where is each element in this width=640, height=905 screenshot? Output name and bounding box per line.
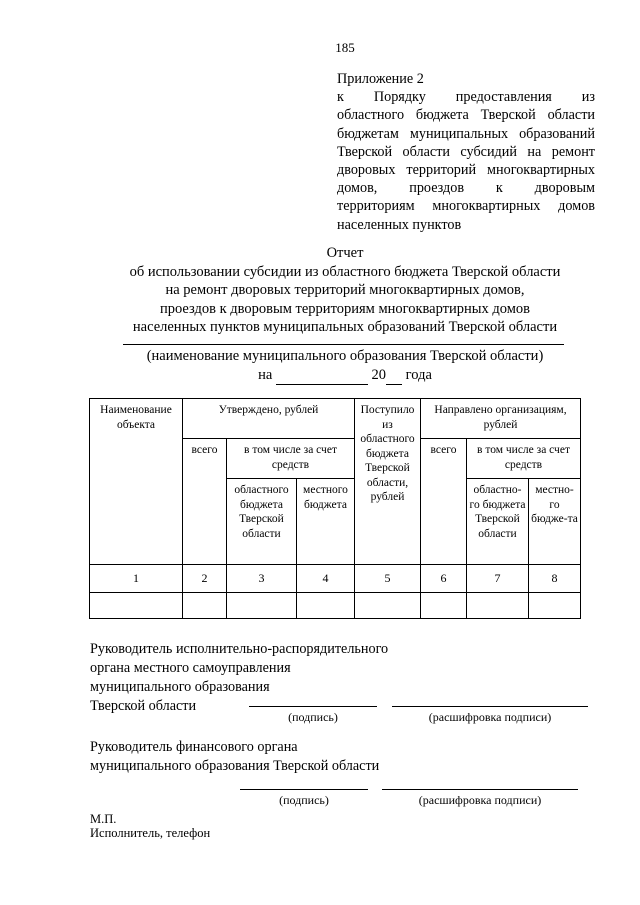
date-blank [276,367,368,385]
column-number: 3 [227,565,297,593]
head-finance-line: муниципального образования Тверской области [90,758,380,774]
empty-cell [421,592,467,618]
header-received: Поступило из областного бюджета Тверской области, рублей [355,399,421,565]
column-number: 7 [467,565,529,593]
report-title-line: проездов к дворовым территориям многоквартирных домов [159,300,531,317]
decoding-caption: (расшифровка подписи) [428,710,552,724]
empty-cell [183,592,227,618]
year-prefix: 20 [371,367,387,383]
header-object-name: Наименование объекта [90,399,183,565]
head-exec-line: муниципального образования [90,679,270,695]
page-number: 185 [335,40,355,55]
header-sent-total: всего [421,439,467,565]
header-approved: Утверждено, рублей [183,399,355,439]
column-number: 1 [90,565,183,593]
column-number: 2 [183,565,227,593]
appendix-line: к Порядку предоставления из [337,89,595,106]
report-title-line: населенных пунктов муниципальных образований Тверской области [132,319,558,336]
appendix-line: бюджетам муниципальных образований [337,125,595,142]
head-exec-line: Руководитель исполнительно-распорядительного [90,641,389,657]
report-title-line: об использовании субсидии из областного бюджета Тверской области [129,263,561,280]
header-approved-regional: областного бюджета Тверской области [227,479,297,565]
column-number: 8 [529,565,581,593]
signature-caption: (подпись) [288,710,338,724]
header-sent-including: в том числе за счет средств [467,439,581,479]
report-title [0,244,640,337]
appendix-line: Тверской области субсидий на ремонт [337,143,595,160]
header-approved-total: всего [183,439,227,565]
stamp-placeholder: М.П. [90,812,117,826]
header-sent-regional: областно-го бюджета Тверской области [467,479,529,565]
empty-cell [355,592,421,618]
head-exec-line: Тверской области [90,698,197,714]
header-sent: Направлено организациям, рублей [421,399,581,439]
signature-line [240,789,368,790]
appendix-block [337,70,595,234]
column-number-row [90,565,581,593]
report-heading: Отчет [326,245,364,261]
empty-cell [529,592,581,618]
appendix-line: областного бюджета Тверской области [337,107,595,124]
executor-phone: Исполнитель, телефон [90,826,211,840]
header-sent-local: местно-го бюдже-та [529,479,581,565]
empty-cell [467,592,529,618]
column-number: 4 [297,565,355,593]
municipality-caption: (наименование муниципального образования Тверской области) [146,348,544,364]
appendix-line: домов, проездов к дворовым [337,180,595,197]
signature-line [249,706,377,707]
appendix-line: дворовых территорий многоквартирных [337,162,595,179]
appendix-line: территориям многоквартирных домов [337,198,595,215]
date-suffix: года [405,367,432,383]
header-approved-including: в том числе за счет средств [227,439,355,479]
head-exec-title [90,640,450,716]
head-finance-title [90,738,450,776]
date-prefix: на [258,367,273,383]
signature-caption: (подпись) [279,793,329,807]
decoding-line [392,706,588,707]
empty-cell [227,592,297,618]
empty-cell [90,592,183,618]
column-number: 5 [355,565,421,593]
appendix-title: Приложение 2 [337,71,424,87]
report-title-line: на ремонт дворовых территорий многоквартирных домов, [165,282,525,299]
report-date-line [0,367,640,385]
appendix-line: населенных пунктов [337,216,462,233]
empty-cell [297,592,355,618]
header-approved-local: местного бюджета [297,479,355,565]
decoding-caption: (расшифровка подписи) [418,793,542,807]
report-table [89,398,581,619]
year-blank [386,367,402,385]
empty-data-row [90,592,581,618]
head-exec-line: органа местного самоуправления [90,660,291,676]
municipality-blank-line [123,344,564,345]
head-finance-line: Руководитель финансового органа [90,739,298,755]
decoding-line [382,789,578,790]
column-number: 6 [421,565,467,593]
